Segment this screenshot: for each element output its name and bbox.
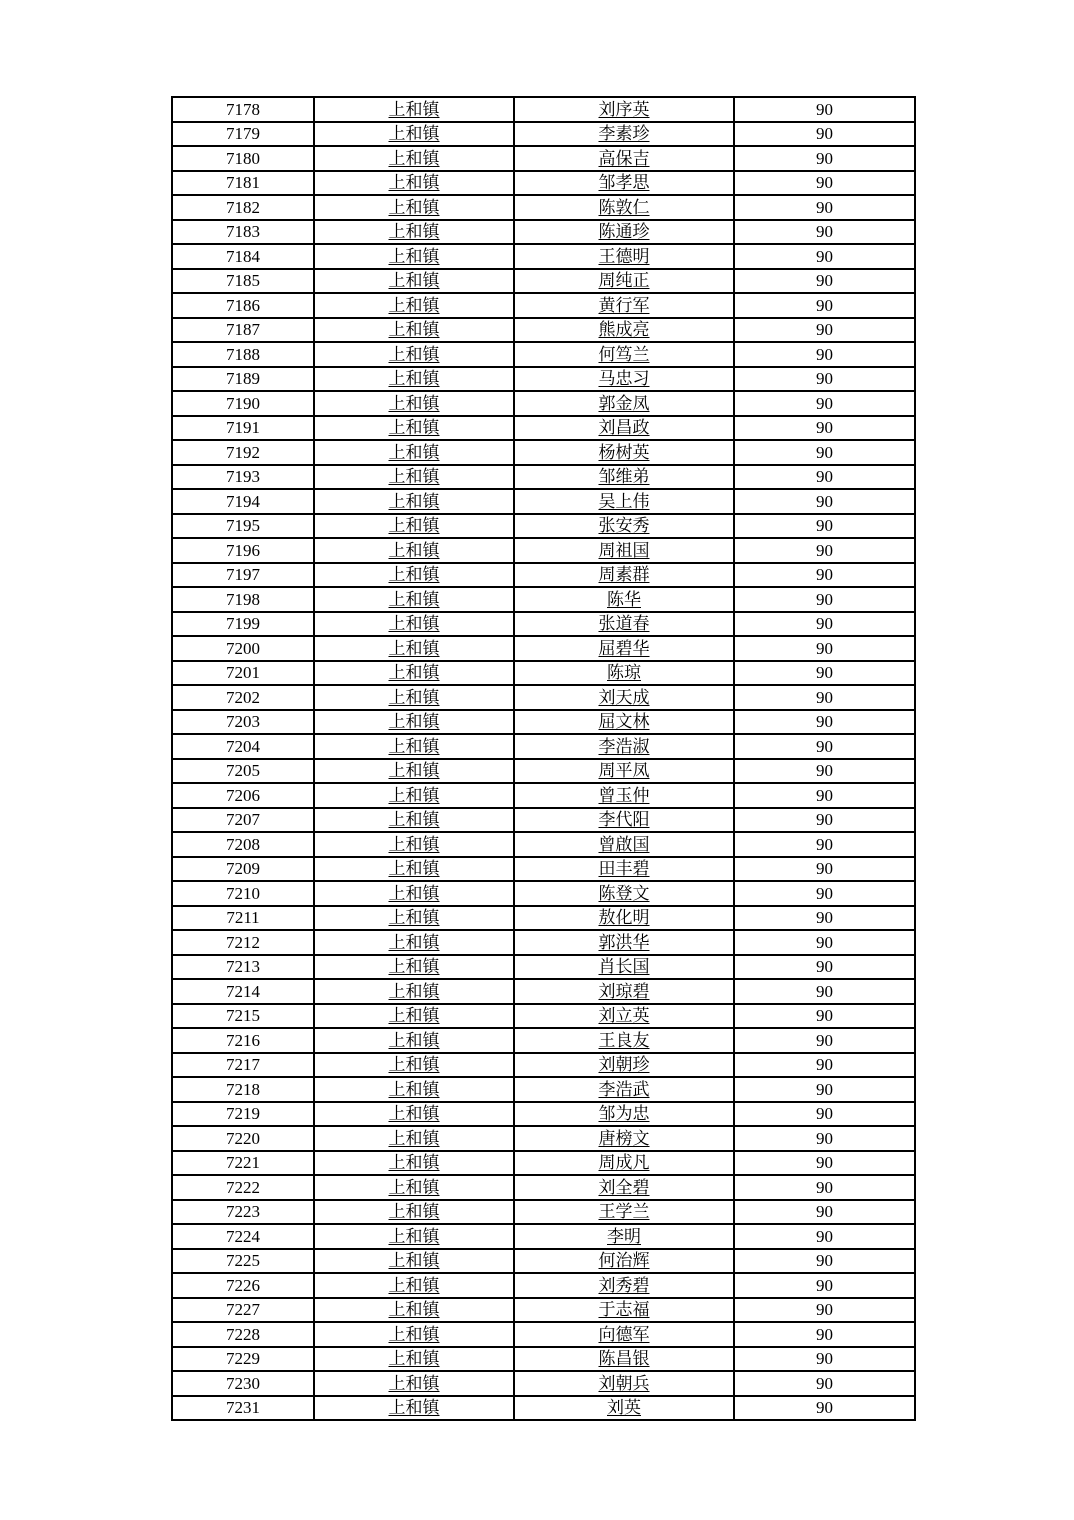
name-cell: 敖化明: [514, 906, 734, 931]
id-cell: 7185: [172, 269, 314, 294]
score-cell: 90: [734, 1224, 915, 1249]
name-cell: 周成凡: [514, 1151, 734, 1176]
id-cell: 7221: [172, 1151, 314, 1176]
table-row: [172, 808, 915, 833]
id-cell: 7183: [172, 220, 314, 245]
score-cell: 90: [734, 342, 915, 367]
town-cell: 上和镇: [314, 1347, 514, 1372]
name-cell: 于志福: [514, 1298, 734, 1323]
town-cell: 上和镇: [314, 220, 514, 245]
table-row: [172, 416, 915, 441]
name-cell: 刘昌政: [514, 416, 734, 441]
id-cell: 7195: [172, 514, 314, 539]
name-cell: 屈文林: [514, 710, 734, 735]
name-cell: 周平凤: [514, 759, 734, 784]
town-cell: 上和镇: [314, 269, 514, 294]
score-cell: 90: [734, 293, 915, 318]
id-cell: 7205: [172, 759, 314, 784]
id-cell: 7206: [172, 783, 314, 808]
town-cell: 上和镇: [314, 1371, 514, 1396]
table-row: [172, 171, 915, 196]
name-cell: 张道春: [514, 612, 734, 637]
table-body: [172, 97, 915, 1420]
table-row: [172, 1396, 915, 1421]
table-row: [172, 514, 915, 539]
id-cell: 7198: [172, 587, 314, 612]
name-cell: 黄行军: [514, 293, 734, 318]
table-row: [172, 955, 915, 980]
id-cell: 7187: [172, 318, 314, 343]
town-cell: 上和镇: [314, 1200, 514, 1225]
name-cell: 邹为忠: [514, 1102, 734, 1127]
id-cell: 7216: [172, 1028, 314, 1053]
score-cell: 90: [734, 195, 915, 220]
score-cell: 90: [734, 1004, 915, 1029]
table-row: [172, 979, 915, 1004]
table-row: [172, 1077, 915, 1102]
score-cell: 90: [734, 563, 915, 588]
table-row: [172, 857, 915, 882]
town-cell: 上和镇: [314, 244, 514, 269]
name-cell: 陈昌银: [514, 1347, 734, 1372]
table-row: [172, 930, 915, 955]
score-cell: 90: [734, 538, 915, 563]
table-row: [172, 661, 915, 686]
town-cell: 上和镇: [314, 881, 514, 906]
score-cell: 90: [734, 220, 915, 245]
id-cell: 7222: [172, 1175, 314, 1200]
id-cell: 7228: [172, 1322, 314, 1347]
id-cell: 7219: [172, 1102, 314, 1127]
table-row: [172, 391, 915, 416]
score-cell: 90: [734, 1175, 915, 1200]
id-cell: 7212: [172, 930, 314, 955]
score-cell: 90: [734, 1298, 915, 1323]
town-cell: 上和镇: [314, 636, 514, 661]
town-cell: 上和镇: [314, 1053, 514, 1078]
name-cell: 刘立英: [514, 1004, 734, 1029]
id-cell: 7225: [172, 1249, 314, 1274]
table-row: [172, 97, 915, 122]
town-cell: 上和镇: [314, 367, 514, 392]
town-cell: 上和镇: [314, 832, 514, 857]
score-cell: 90: [734, 171, 915, 196]
name-cell: 刘朝珍: [514, 1053, 734, 1078]
town-cell: 上和镇: [314, 710, 514, 735]
id-cell: 7217: [172, 1053, 314, 1078]
name-cell: 刘天成: [514, 685, 734, 710]
id-cell: 7214: [172, 979, 314, 1004]
table-row: [172, 1028, 915, 1053]
id-cell: 7194: [172, 489, 314, 514]
score-cell: 90: [734, 514, 915, 539]
table-row: [172, 465, 915, 490]
id-cell: 7193: [172, 465, 314, 490]
score-cell: 90: [734, 1347, 915, 1372]
name-cell: 杨树英: [514, 440, 734, 465]
town-cell: 上和镇: [314, 979, 514, 1004]
score-cell: 90: [734, 318, 915, 343]
id-cell: 7178: [172, 97, 314, 122]
id-cell: 7220: [172, 1126, 314, 1151]
score-cell: 90: [734, 122, 915, 147]
score-cell: 90: [734, 244, 915, 269]
name-cell: 马忠习: [514, 367, 734, 392]
score-cell: 90: [734, 857, 915, 882]
table-row: [172, 1298, 915, 1323]
table-row: [172, 1004, 915, 1029]
town-cell: 上和镇: [314, 1224, 514, 1249]
table-row: [172, 1273, 915, 1298]
town-cell: 上和镇: [314, 685, 514, 710]
name-cell: 刘全碧: [514, 1175, 734, 1200]
id-cell: 7188: [172, 342, 314, 367]
score-cell: 90: [734, 759, 915, 784]
town-cell: 上和镇: [314, 293, 514, 318]
id-cell: 7226: [172, 1273, 314, 1298]
name-cell: 王良友: [514, 1028, 734, 1053]
town-cell: 上和镇: [314, 514, 514, 539]
name-cell: 周素群: [514, 563, 734, 588]
id-cell: 7189: [172, 367, 314, 392]
id-cell: 7231: [172, 1396, 314, 1421]
table-row: [172, 146, 915, 171]
name-cell: 刘序英: [514, 97, 734, 122]
town-cell: 上和镇: [314, 783, 514, 808]
table-row: [172, 342, 915, 367]
name-cell: 唐榜文: [514, 1126, 734, 1151]
town-cell: 上和镇: [314, 538, 514, 563]
town-cell: 上和镇: [314, 97, 514, 122]
id-cell: 7197: [172, 563, 314, 588]
table-row: [172, 538, 915, 563]
table-row: [172, 783, 915, 808]
id-cell: 7192: [172, 440, 314, 465]
town-cell: 上和镇: [314, 1102, 514, 1127]
name-cell: 何笃兰: [514, 342, 734, 367]
score-cell: 90: [734, 1028, 915, 1053]
score-cell: 90: [734, 930, 915, 955]
name-cell: 郭金凤: [514, 391, 734, 416]
town-cell: 上和镇: [314, 195, 514, 220]
town-cell: 上和镇: [314, 1249, 514, 1274]
name-cell: 刘英: [514, 1396, 734, 1421]
id-cell: 7218: [172, 1077, 314, 1102]
table-row: [172, 759, 915, 784]
table-row: [172, 1175, 915, 1200]
town-cell: 上和镇: [314, 1077, 514, 1102]
name-cell: 王学兰: [514, 1200, 734, 1225]
name-cell: 吴上伟: [514, 489, 734, 514]
id-cell: 7215: [172, 1004, 314, 1029]
name-cell: 曾啟国: [514, 832, 734, 857]
name-cell: 陈登文: [514, 881, 734, 906]
id-cell: 7208: [172, 832, 314, 857]
town-cell: 上和镇: [314, 808, 514, 833]
table-row: [172, 318, 915, 343]
town-cell: 上和镇: [314, 1028, 514, 1053]
table-row: [172, 367, 915, 392]
name-cell: 肖长国: [514, 955, 734, 980]
id-cell: 7211: [172, 906, 314, 931]
table-row: [172, 489, 915, 514]
town-cell: 上和镇: [314, 465, 514, 490]
town-cell: 上和镇: [314, 342, 514, 367]
table-row: [172, 1102, 915, 1127]
name-cell: 熊成亮: [514, 318, 734, 343]
town-cell: 上和镇: [314, 1322, 514, 1347]
table-row: [172, 734, 915, 759]
score-cell: 90: [734, 269, 915, 294]
town-cell: 上和镇: [314, 906, 514, 931]
id-cell: 7191: [172, 416, 314, 441]
name-cell: 陈敦仁: [514, 195, 734, 220]
table-row: [172, 440, 915, 465]
town-cell: 上和镇: [314, 661, 514, 686]
score-cell: 90: [734, 1249, 915, 1274]
name-cell: 周纯正: [514, 269, 734, 294]
name-cell: 何治辉: [514, 1249, 734, 1274]
table-row: [172, 293, 915, 318]
name-cell: 王德明: [514, 244, 734, 269]
score-cell: 90: [734, 881, 915, 906]
id-cell: 7180: [172, 146, 314, 171]
name-cell: 郭洪华: [514, 930, 734, 955]
name-cell: 李浩武: [514, 1077, 734, 1102]
id-cell: 7203: [172, 710, 314, 735]
town-cell: 上和镇: [314, 391, 514, 416]
score-cell: 90: [734, 146, 915, 171]
score-cell: 90: [734, 416, 915, 441]
score-cell: 90: [734, 489, 915, 514]
id-cell: 7200: [172, 636, 314, 661]
town-cell: 上和镇: [314, 1126, 514, 1151]
id-cell: 7184: [172, 244, 314, 269]
score-cell: 90: [734, 367, 915, 392]
table-row: [172, 636, 915, 661]
score-table: [171, 96, 916, 1421]
table-row: [172, 563, 915, 588]
name-cell: 高保吉: [514, 146, 734, 171]
table-row: [172, 195, 915, 220]
name-cell: 李浩淑: [514, 734, 734, 759]
town-cell: 上和镇: [314, 563, 514, 588]
table-row: [172, 1224, 915, 1249]
name-cell: 陈华: [514, 587, 734, 612]
table-row: [172, 1200, 915, 1225]
town-cell: 上和镇: [314, 930, 514, 955]
name-cell: 向德军: [514, 1322, 734, 1347]
table-row: [172, 612, 915, 637]
score-cell: 90: [734, 1273, 915, 1298]
town-cell: 上和镇: [314, 489, 514, 514]
table-row: [172, 881, 915, 906]
town-cell: 上和镇: [314, 1273, 514, 1298]
town-cell: 上和镇: [314, 1151, 514, 1176]
town-cell: 上和镇: [314, 1396, 514, 1421]
town-cell: 上和镇: [314, 955, 514, 980]
town-cell: 上和镇: [314, 734, 514, 759]
name-cell: 曾玉仲: [514, 783, 734, 808]
score-cell: 90: [734, 587, 915, 612]
score-cell: 90: [734, 612, 915, 637]
score-cell: 90: [734, 906, 915, 931]
town-cell: 上和镇: [314, 1004, 514, 1029]
table-row: [172, 1371, 915, 1396]
name-cell: 陈通珍: [514, 220, 734, 245]
score-cell: 90: [734, 783, 915, 808]
score-cell: 90: [734, 1322, 915, 1347]
id-cell: 7209: [172, 857, 314, 882]
id-cell: 7229: [172, 1347, 314, 1372]
table-row: [172, 220, 915, 245]
id-cell: 7179: [172, 122, 314, 147]
score-cell: 90: [734, 1053, 915, 1078]
id-cell: 7210: [172, 881, 314, 906]
name-cell: 张安秀: [514, 514, 734, 539]
score-cell: 90: [734, 808, 915, 833]
town-cell: 上和镇: [314, 146, 514, 171]
id-cell: 7199: [172, 612, 314, 637]
id-cell: 7213: [172, 955, 314, 980]
score-cell: 90: [734, 1077, 915, 1102]
table-row: [172, 832, 915, 857]
score-cell: 90: [734, 391, 915, 416]
town-cell: 上和镇: [314, 857, 514, 882]
town-cell: 上和镇: [314, 1175, 514, 1200]
table-row: [172, 1249, 915, 1274]
id-cell: 7196: [172, 538, 314, 563]
score-cell: 90: [734, 1102, 915, 1127]
name-cell: 田丰碧: [514, 857, 734, 882]
id-cell: 7202: [172, 685, 314, 710]
table-row: [172, 685, 915, 710]
name-cell: 刘秀碧: [514, 1273, 734, 1298]
id-cell: 7182: [172, 195, 314, 220]
table-row: [172, 906, 915, 931]
name-cell: 陈琼: [514, 661, 734, 686]
table-row: [172, 1151, 915, 1176]
name-cell: 李素珍: [514, 122, 734, 147]
name-cell: 刘琼碧: [514, 979, 734, 1004]
score-cell: 90: [734, 440, 915, 465]
score-cell: 90: [734, 1151, 915, 1176]
table-row: [172, 1322, 915, 1347]
score-cell: 90: [734, 661, 915, 686]
score-cell: 90: [734, 832, 915, 857]
name-cell: 邹孝思: [514, 171, 734, 196]
name-cell: 刘朝兵: [514, 1371, 734, 1396]
table-row: [172, 122, 915, 147]
table-row: [172, 1126, 915, 1151]
name-cell: 李代阳: [514, 808, 734, 833]
town-cell: 上和镇: [314, 171, 514, 196]
id-cell: 7201: [172, 661, 314, 686]
score-cell: 90: [734, 97, 915, 122]
id-cell: 7223: [172, 1200, 314, 1225]
score-cell: 90: [734, 710, 915, 735]
id-cell: 7186: [172, 293, 314, 318]
name-cell: 李明: [514, 1224, 734, 1249]
score-cell: 90: [734, 465, 915, 490]
name-cell: 屈碧华: [514, 636, 734, 661]
table-row: [172, 587, 915, 612]
table-row: [172, 1347, 915, 1372]
score-cell: 90: [734, 636, 915, 661]
town-cell: 上和镇: [314, 759, 514, 784]
town-cell: 上和镇: [314, 1298, 514, 1323]
id-cell: 7224: [172, 1224, 314, 1249]
score-cell: 90: [734, 1126, 915, 1151]
table-row: [172, 710, 915, 735]
town-cell: 上和镇: [314, 122, 514, 147]
town-cell: 上和镇: [314, 587, 514, 612]
score-cell: 90: [734, 685, 915, 710]
town-cell: 上和镇: [314, 612, 514, 637]
id-cell: 7230: [172, 1371, 314, 1396]
name-cell: 周祖国: [514, 538, 734, 563]
id-cell: 7207: [172, 808, 314, 833]
id-cell: 7190: [172, 391, 314, 416]
score-cell: 90: [734, 1200, 915, 1225]
town-cell: 上和镇: [314, 416, 514, 441]
table-row: [172, 1053, 915, 1078]
table-row: [172, 269, 915, 294]
id-cell: 7204: [172, 734, 314, 759]
score-cell: 90: [734, 955, 915, 980]
score-cell: 90: [734, 1371, 915, 1396]
score-cell: 90: [734, 734, 915, 759]
score-cell: 90: [734, 979, 915, 1004]
id-cell: 7181: [172, 171, 314, 196]
table-row: [172, 244, 915, 269]
score-cell: 90: [734, 1396, 915, 1421]
id-cell: 7227: [172, 1298, 314, 1323]
town-cell: 上和镇: [314, 318, 514, 343]
town-cell: 上和镇: [314, 440, 514, 465]
name-cell: 邹维弟: [514, 465, 734, 490]
